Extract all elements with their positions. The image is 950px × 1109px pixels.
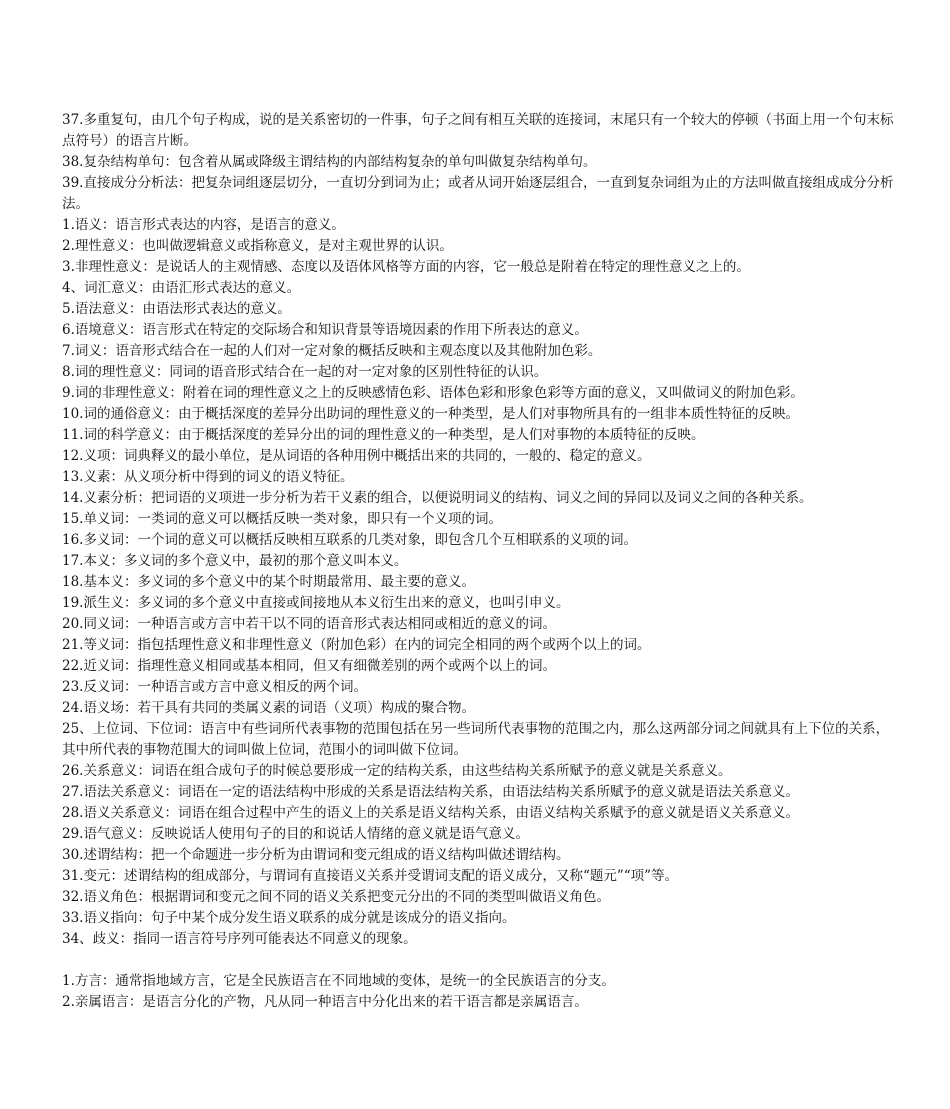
definition-25: 25、上位词、下位词：语言中有些词所代表事物的范围包括在另一些词所代表事物的范围之内，那么这两部分词之间就具有上下位的关系，其中所代表的事物范围大的词叫做上位词，范围小的词叫做下位词。 [62,721,890,758]
definitions-section [62,110,898,950]
definition-8: 8.词的理性意义：同词的语音形式结合在一起的对一定对象的区别性特征的认识。 [62,364,548,380]
definition-37: 37.多重复句，由几个句子构成，说的是关系密切的一件事，句子之间有相互关联的连接词，末尾只有一个较大的停顿（书面上用一个句末标点符号）的语言片断。 [62,112,894,149]
dialect-section [62,971,898,1013]
dialect-definition-2: 2.亲属语言：是语言分化的产物，凡从同一种语言中分化出来的若干语言都是亲属语言。 [62,994,588,1010]
definition-22: 22.近义词：指理性意义相同或基本相同，但又有细微差别的两个或两个以上的词。 [62,658,556,674]
definition-34: 34、歧义：指同一语言符号序列可能表达不同意义的现象。 [62,931,417,947]
definition-10: 10.词的通俗意义：由于概括深度的差异分出助词的理性意义的一种类型，是人们对事物所具有的一组非本质性特征的反映。 [62,406,799,422]
definition-29: 29.语气意义：反映说话人使用句子的目的和说话人情绪的意义就是语气意义。 [62,826,529,842]
definition-17: 17.本义：多义词的多个意义中，最初的那个意义叫本义。 [62,553,408,569]
definition-3: 3.非理性意义：是说话人的主观情感、态度以及语体风格等方面的内容，它一般总是附着在特定的理性意义之上的。 [62,259,750,275]
definition-13: 13.义素：从义项分析中得到的词义的语义特征。 [62,469,354,485]
definition-30: 30.述谓结构：把一个命题进一步分析为由谓词和变元组成的语义结构叫做述谓结构。 [62,847,570,863]
definition-12: 12.义项：词典释义的最小单位，是从词语的各种用例中概括出来的共同的，一般的、稳定的意义。 [62,448,651,464]
definition-31: 31.变元：述谓结构的组成部分，与谓词有直接语义关系并受谓词支配的语义成分，又称“题元”“项”等。 [62,868,679,884]
definition-33: 33.语义指向：句子中某个成分发生语义联系的成分就是该成分的语义指向。 [62,910,516,926]
definition-28: 28.语义关系意义：词语在组合过程中产生的语义上的关系是语义结构关系，由语义结构关系赋予的意义就是语义关系意义。 [62,805,799,821]
definition-2: 2.理性意义：也叫做逻辑意义或指称意义，是对主观世界的认识。 [62,238,453,254]
definition-23: 23.反义词：一种语言或方言中意义相反的两个词。 [62,679,367,695]
definition-38: 38.复杂结构单句：包含着从属或降级主谓结构的内部结构复杂的单句叫做复杂结构单句。 [62,154,597,170]
section-spacer [62,950,898,971]
definition-9: 9.词的非理性意义：附着在词的理性意义之上的反映感情色彩、语体色彩和形象色彩等方面的意义，又叫做词义的附加色彩。 [62,385,804,401]
document-page [62,110,898,1013]
definition-24: 24.语义场：若干具有共同的类属义素的词语（义项）构成的聚合物。 [62,700,475,716]
definition-26: 26.关系意义：词语在组合成句子的时候总要形成一定的结构关系，由这些结构关系所赋予的意义就是关系意义。 [62,763,732,779]
definition-32: 32.语义角色：根据谓词和变元之间不同的语义关系把变元分出的不同的类型叫做语义角色。 [62,889,610,905]
definition-1: 1.语义：语言形式表达的内容，是语言的意义。 [62,217,345,233]
definition-6: 6.语境意义：语言形式在特定的交际场合和知识背景等语境因素的作用下所表达的意义。 [62,322,588,338]
definition-16: 16.多义词：一个词的意义可以概括反映相互联系的几类对象，即包含几个互相联系的义项的词。 [62,532,637,548]
definition-39: 39.直接成分分析法：把复杂词组逐层切分，一直切分到词为止；或者从词开始逐层组合，一直到复杂词组为止的方法叫做直接组成成分分析法。 [62,175,894,212]
definition-27: 27.语法关系意义：词语在一定的语法结构中形成的关系是语法结构关系，由语法结构关系所赋予的意义就是语法关系意义。 [62,784,799,800]
definition-19: 19.派生义：多义词的多个意义中直接或间接地从本义衍生出来的意义，也叫引申义。 [62,595,570,611]
definition-4: 4、词汇意义：由语汇形式表达的意义。 [62,280,301,296]
definition-14: 14.义素分析：把词语的义项进一步分析为若干义素的组合，以便说明词义的结构、词义之间的异同以及词义之间的各种关系。 [62,490,813,506]
definition-11: 11.词的科学意义：由于概括深度的差异分出的词的理性意义的一种类型，是人们对事物的本质特征的反映。 [62,427,705,443]
definition-18: 18.基本义：多义词的多个意义中的某个时期最常用、最主要的意义。 [62,574,475,590]
definition-20: 20.同义词：一种语言或方言中若干以不同的语音形式表达相同或相近的意义的词。 [62,616,556,632]
dialect-definition-1: 1.方言：通常指地域方言，它是全民族语言在不同地域的变体，是统一的全民族语言的分支。 [62,973,615,989]
definition-21: 21.等义词：指包括理性意义和非理性意义（附加色彩）在内的词完全相同的两个或两个以上的词。 [62,637,651,653]
definition-5: 5.语法意义：由语法形式表达的意义。 [62,301,291,317]
definition-7: 7.词义：语音形式结合在一起的人们对一定对象的概括反映和主观态度以及其他附加色彩。 [62,343,602,359]
definition-15: 15.单义词：一类词的意义可以概括反映一类对象，即只有一个义项的词。 [62,511,502,527]
